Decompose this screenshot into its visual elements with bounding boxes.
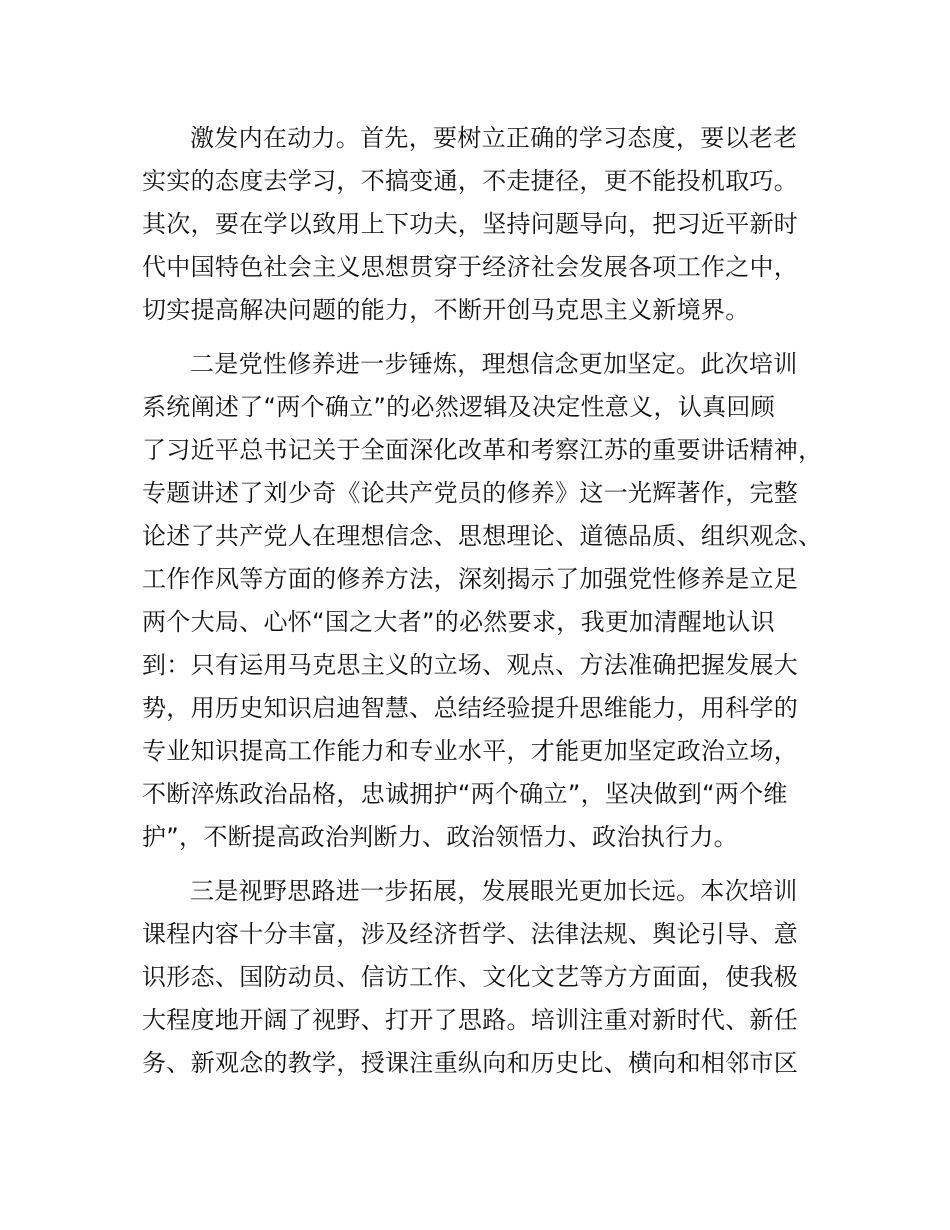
text-line: 了习近平总书记关于全面深化改革和考察江苏的重要讲话精神， [142, 436, 823, 464]
paragraph-vision [142, 870, 842, 1085]
text-line: 不断淬炼政治品格，忠诚拥护“两个确立”，坚决做到“两个维 [142, 780, 788, 808]
document-body [142, 117, 842, 1085]
text-line: 系统阐述了“两个确立”的必然逻辑及决定性意义，认真回顾 [142, 393, 775, 421]
text-line: 务、新观念的教学，授课注重纵向和历史比、横向和相邻市区 [142, 1049, 799, 1077]
text-line: 专题讲述了刘少奇《论共产党员的修养》这一光辉著作，完整 [142, 479, 799, 507]
paragraph-gap [142, 332, 842, 343]
text-line: 到：只有运用马克思主义的立场、观点、方法准确把握发展大 [142, 651, 799, 679]
paragraph-motivation [142, 117, 842, 332]
text-line: 势，用历史知识启迪智慧、总结经验提升思维能力，用科学的 [142, 694, 799, 722]
text-line: 两个大局、心怀“国之大者”的必然要求，我更加清醒地认识 [142, 608, 775, 636]
text-line: 论述了共产党人在理想信念、思想理论、道德品质、组织观念、 [142, 522, 823, 550]
text-line: 激发内在动力。首先，要树立正确的学习态度，要以老老 [190, 124, 798, 152]
text-line: 代中国特色社会主义思想贯穿于经济社会发展各项工作之中， [142, 253, 799, 281]
text-line: 实实的态度去学习，不搞变通，不走捷径，更不能投机取巧。 [142, 167, 799, 195]
text-line: 专业知识提高工作能力和专业水平，才能更加坚定政治立场， [142, 737, 799, 765]
text-line: 工作作风等方面的修养方法，深刻揭示了加强党性修养是立足 [142, 565, 799, 593]
text-line: 识形态、国防动员、信访工作、文化文艺等方方面面，使我极 [142, 963, 799, 991]
text-line: 二是党性修养进一步锤炼，理想信念更加坚定。此次培训 [190, 350, 798, 378]
text-line: 护”，不断提高政治判断力、政治领悟力、政治执行力。 [142, 823, 738, 851]
text-line: 切实提高解决问题的能力，不断开创马克思主义新境界。 [142, 296, 750, 324]
text-line: 大程度地开阔了视野、打开了思路。培训注重对新时代、新任 [142, 1006, 799, 1034]
text-line: 三是视野思路进一步拓展，发展眼光更加长远。本次培训 [190, 877, 798, 905]
paragraph-party-spirit [142, 343, 842, 859]
text-line: 课程内容十分丰富，涉及经济哲学、法律法规、舆论引导、意 [142, 920, 799, 948]
paragraph-gap [142, 859, 842, 870]
text-line: 其次，要在学以致用上下功夫，坚持问题导向，把习近平新时 [142, 210, 799, 238]
